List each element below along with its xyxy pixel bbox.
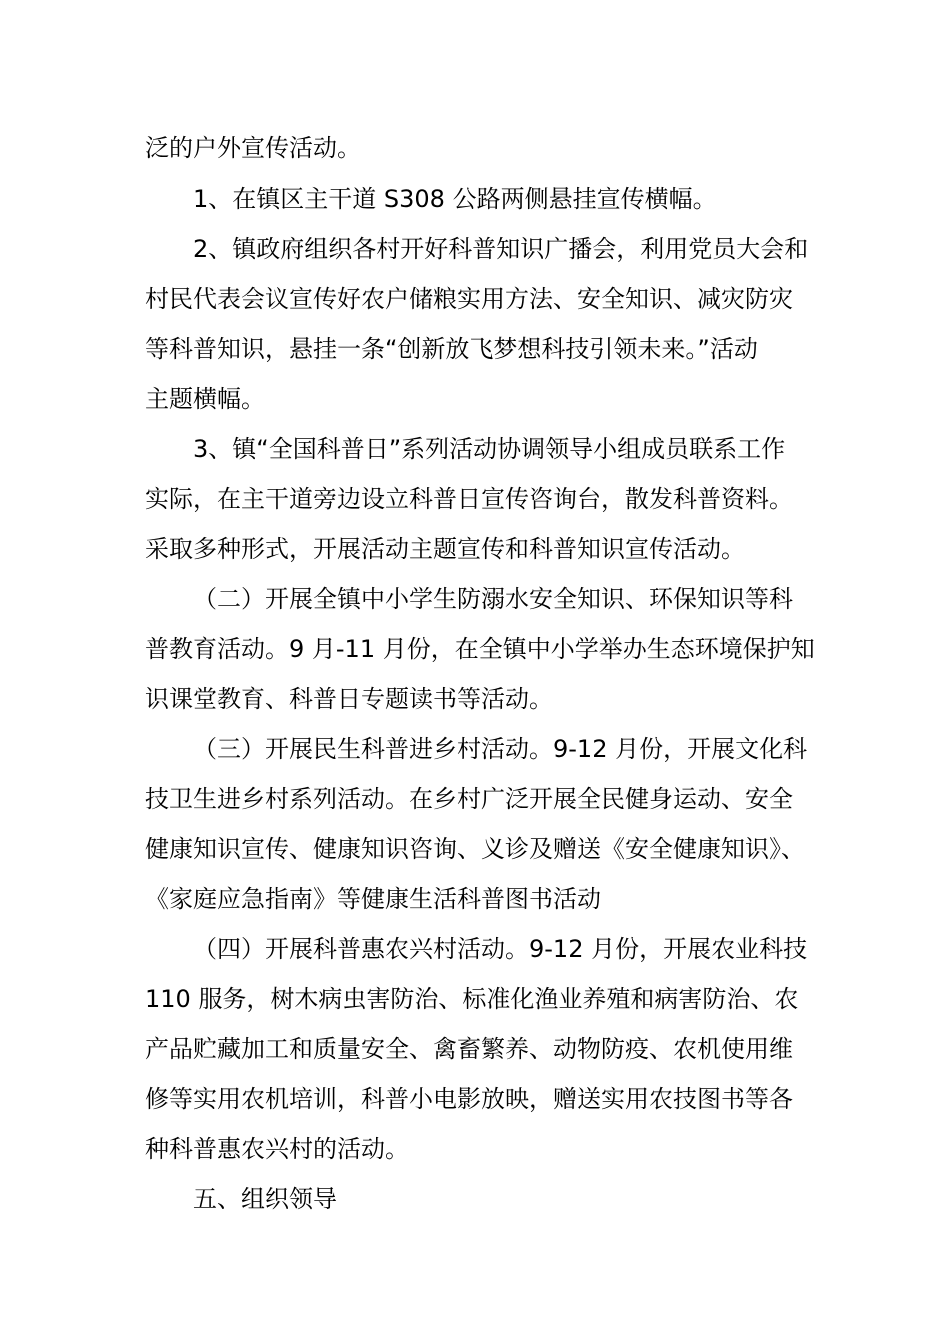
text-line: 《家庭应急指南》等健康生活科普图书活动 [145, 885, 601, 913]
section-heading: 五、组织领导 [193, 1185, 337, 1213]
text-line: 修等实用农机培训，科普小电影放映，赠送实用农技图书等各 [145, 1085, 793, 1113]
text-line: 采取多种形式，开展活动主题宣传和科普知识宣传活动。 [145, 535, 745, 563]
text-line: 110 服务，树木病虫害防治、标准化渔业养殖和病害防治、农 [145, 985, 799, 1013]
text-line: 产品贮藏加工和质量安全、禽畜繁养、动物防疫、农机使用维 [145, 1035, 793, 1063]
text-line: 等科普知识，悬挂一条“创新放飞梦想科技引领未来。”活动 [145, 335, 758, 363]
text-line: 技卫生进乡村系列活动。在乡村广泛开展全民健身运动、安全 [145, 785, 793, 813]
text-line: 2、镇政府组织各村开好科普知识广播会，利用党员大会和 [193, 235, 809, 263]
text-line: 主题横幅。 [145, 385, 265, 413]
text-line: 村民代表会议宣传好农户储粮实用方法、安全知识、减灾防灾 [145, 285, 793, 313]
text-line: 识课堂教育、科普日专题读书等活动。 [145, 685, 553, 713]
text-line: 实际，在主干道旁边设立科普日宣传咨询台，散发科普资料。 [145, 485, 793, 513]
text-line: 健康知识宣传、健康知识咨询、义诊及赠送《安全健康知识》、 [145, 835, 805, 863]
text-line: 普教育活动。9 月-11 月份，在全镇中小学举办生态环境保护知 [145, 635, 815, 663]
text-line: 3、镇“全国科普日”系列活动协调领导小组成员联系工作 [193, 435, 786, 463]
text-line: 1、在镇区主干道 S308 公路两侧悬挂宣传横幅。 [193, 185, 717, 213]
text-line: 种科普惠农兴村的活动。 [145, 1135, 409, 1163]
text-line: （二）开展全镇中小学生防溺水安全知识、环保知识等科 [193, 585, 793, 613]
text-line: 泛的户外宣传活动。 [145, 134, 361, 162]
text-line: （三）开展民生科普进乡村活动。9-12 月份，开展文化科 [193, 735, 808, 763]
text-line: （四）开展科普惠农兴村活动。9-12 月份，开展农业科技 [193, 935, 808, 963]
